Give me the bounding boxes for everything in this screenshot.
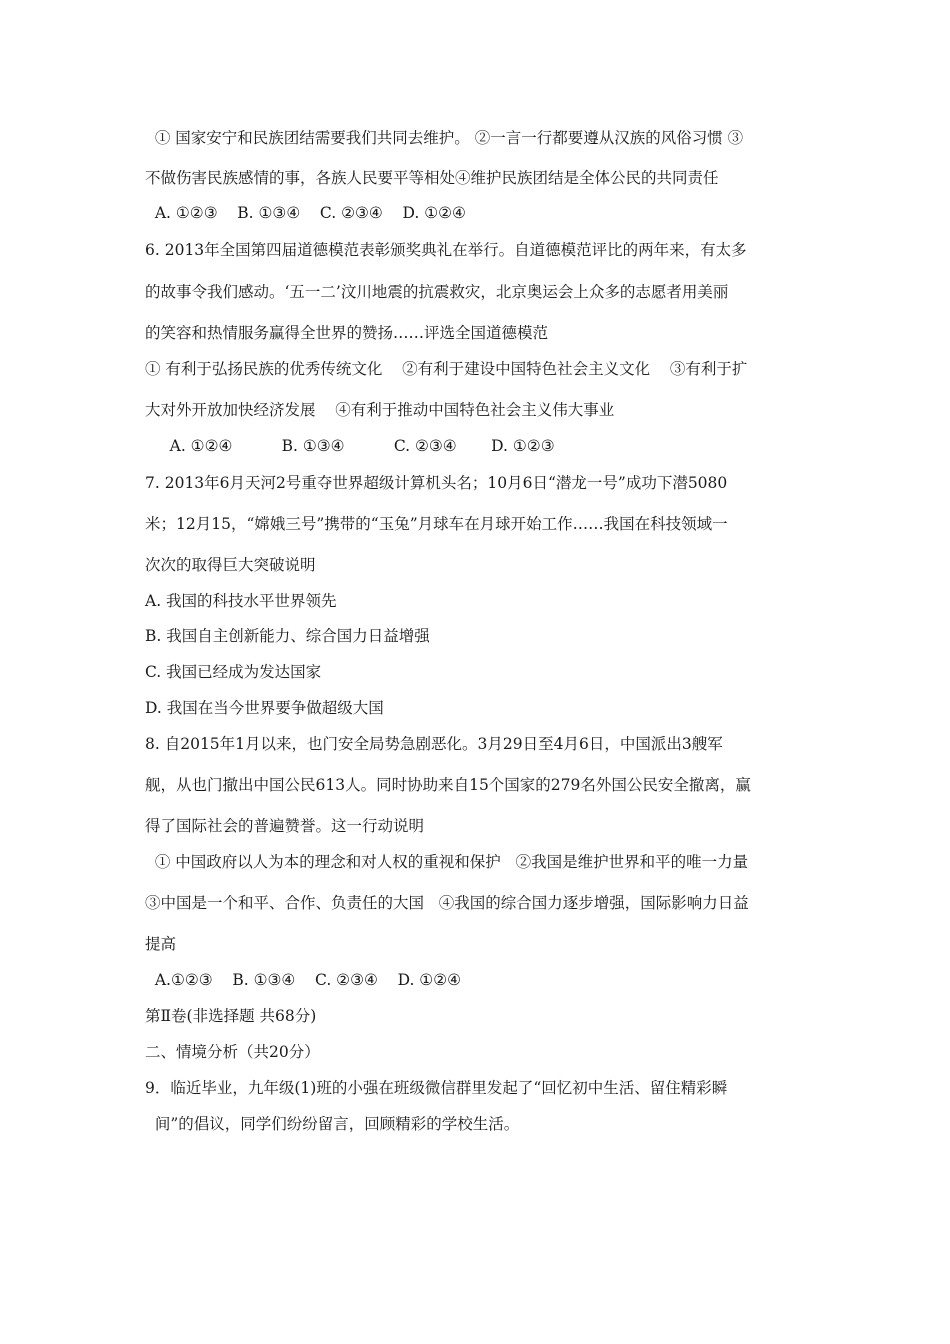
q8-stem-line-1: 8. 自2015年1月以来，也门安全局势急剧恶化。3月29日至4月6日，中国派出3艘军 bbox=[145, 735, 723, 753]
q6-options-line-1: ① 有利于弘扬民族的优秀传统文化 ②有利于建设中国特色社会主义文化 ③有利于扩 bbox=[145, 360, 748, 378]
q7-choice-b: B. 我国自主创新能力、综合国力日益增强 bbox=[145, 627, 430, 645]
q6-answer-choices: A. ①②④ B. ①③④ C. ②③④ D. ①②③ bbox=[145, 437, 555, 455]
q7-stem-line-2: 米；12月15，“嫦娥三号”携带的“玉兔”月球车在月球开始工作……我国在科技领域一 bbox=[145, 515, 728, 533]
q8-options-line-2: ③中国是一个和平、合作、负责任的大国 ④我国的综合国力逐步增强，国际影响力日益 bbox=[145, 894, 749, 912]
q6-stem-line-3: 的笑容和热情服务赢得全世界的赞扬……评选全国道德模范 bbox=[145, 324, 549, 342]
q8-stem-line-3: 得了国际社会的普遍赞誉。这一行动说明 bbox=[145, 817, 425, 835]
q7-choice-d: D. 我国在当今世界要争做超级大国 bbox=[145, 699, 384, 717]
q9-stem-line-1: 9．临近毕业，九年级(1)班的小强在班级微信群里发起了“回忆初中生活、留住精彩瞬 bbox=[145, 1079, 728, 1097]
q8-answer-choices: A.①②③ B. ①③④ C. ②③④ D. ①②④ bbox=[145, 971, 461, 989]
q5-options-line-2: 不做伤害民族感情的事，各族人民要平等相处④维护民族团结是全体公民的共同责任 bbox=[145, 169, 719, 187]
q7-stem-line-1: 7. 2013年6月天河2号重夺世界超级计算机头名；10月6日“潜龙一号”成功下潜5080 bbox=[145, 474, 728, 492]
q7-stem-line-3: 次次的取得巨大突破说明 bbox=[145, 556, 316, 574]
q5-answer-choices: A. ①②③ B. ①③④ C. ②③④ D. ①②④ bbox=[145, 204, 466, 222]
q6-stem-line-2: 的故事令我们感动。‘五一二’汶川地震的抗震救灾，北京奥运会上众多的志愿者用美丽 bbox=[145, 283, 729, 301]
q8-options-line-1: ① 中国政府以人为本的理念和对人权的重视和保护 ②我国是维护世界和平的唯一力量 bbox=[145, 853, 749, 871]
q7-choice-a: A. 我国的科技水平世界领先 bbox=[145, 592, 337, 610]
q9-stem-line-2: 间”的倡议，同学们纷纷留言，回顾精彩的学校生活。 bbox=[145, 1115, 520, 1133]
q8-options-line-3: 提高 bbox=[145, 935, 177, 953]
q6-options-line-2: 大对外开放加快经济发展 ④有利于推动中国特色社会主义伟大事业 bbox=[145, 401, 615, 419]
q5-options-line-1: ① 国家安宁和民族团结需要我们共同去维护。 ②一言一行都要遵从汉族的风俗习惯 ③ bbox=[145, 129, 744, 147]
section-heading-part-2: 第Ⅱ卷(非选择题 共68分) bbox=[145, 1007, 317, 1025]
section-heading-scenario: 二、情境分析（共20分） bbox=[145, 1043, 320, 1061]
q7-choice-c: C. 我国已经成为发达国家 bbox=[145, 663, 322, 681]
q6-stem-line-1: 6. 2013年全国第四届道德模范表彰颁奖典礼在举行。自道德模范评比的两年来，有太多 bbox=[145, 241, 747, 259]
q8-stem-line-2: 舰，从也门撤出中国公民613人。同时协助来自15个国家的279名外国公民安全撤离，赢 bbox=[145, 776, 751, 794]
